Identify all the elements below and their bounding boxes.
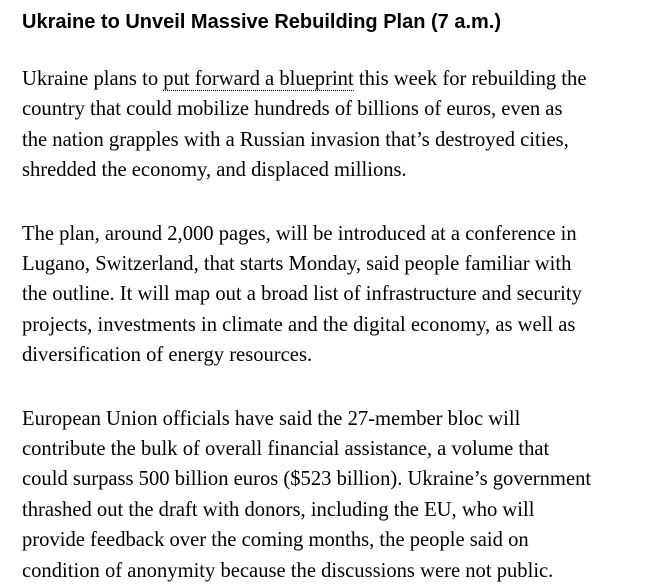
paragraph-3-line: condition of anonymity because the discussions were not public.: [22, 559, 554, 582]
paragraph-2-line: diversification of energy resources.: [22, 344, 313, 367]
paragraph-3-line: contribute the bulk of overall financial assistance, a volume that: [22, 438, 550, 461]
paragraph-2-line: The plan, around 2,000 pages, will be introduced at a conference in: [22, 222, 577, 245]
paragraph-2-line: projects, investments in climate and the digital economy, as well as: [22, 313, 576, 336]
blueprint-link[interactable]: put forward a blueprint: [163, 68, 354, 90]
article: [22, 0, 652, 586]
paragraph-1-line-2: country that could mobilize hundreds of billions of euros, even as: [22, 98, 563, 121]
paragraph-3-line: European Union officials have said the 27-member bloc will: [22, 407, 521, 430]
paragraph-3-line: provide feedback over the coming months, the people said on: [22, 529, 529, 552]
paragraph-3-line: could surpass 500 billion euros ($523 billion). Ukraine’s government: [22, 468, 592, 491]
paragraph-1-line-1: [22, 64, 652, 94]
paragraph-1-line-3: the nation grapples with a Russian invasion that’s destroyed cities,: [22, 128, 569, 151]
article-headline: Ukraine to Unveil Massive Rebuilding Plan (7 a.m.): [22, 11, 502, 33]
paragraph-1-text-after-link: this week for rebuilding the: [353, 68, 587, 90]
paragraph-3: [22, 404, 652, 586]
paragraph-3-line: thrashed out the draft with donors, including the EU, who will: [22, 498, 535, 521]
paragraph-2: [22, 219, 652, 371]
paragraph-1-line-4: shredded the economy, and displaced millions.: [22, 159, 407, 182]
paragraph-1-text-before-link: Ukraine plans to: [22, 68, 164, 90]
paragraph-2-line: Lugano, Switzerland, that starts Monday, said people familiar with: [22, 253, 572, 276]
paragraph-1: [22, 64, 652, 186]
paragraph-2-line: the outline. It will map out a broad list of infrastructure and security: [22, 283, 582, 306]
